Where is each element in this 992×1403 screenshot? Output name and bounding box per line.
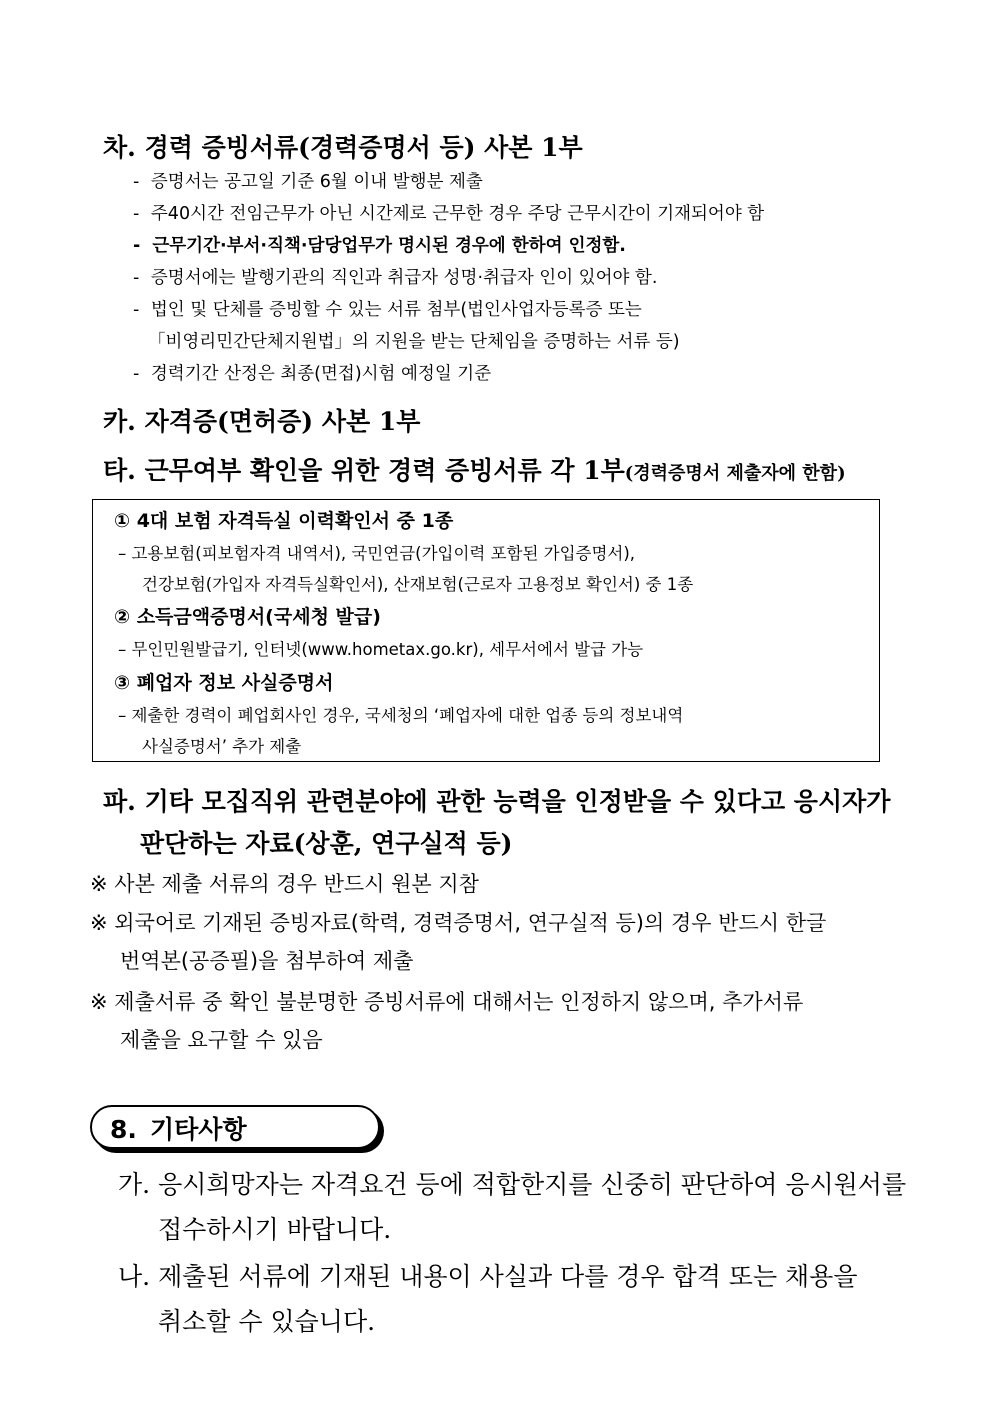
section-ta-heading: [103, 451, 846, 487]
section-8-heading: [110, 1110, 247, 1146]
etc-item-label: 가.: [118, 1170, 151, 1199]
section-pa-line2: 판단하는 자료(상훈, 연구실적 등): [140, 829, 513, 858]
etc-item-continuation: 접수하시기 바랍니다.: [158, 1215, 392, 1244]
list-item-continuation: 「비영리민간단체지원법」의 지원을 받는 단체임을 증명하는 서류 등): [148, 332, 680, 352]
box-item-title: ① 4대 보험 자격득실 이력확인서 중 1종: [114, 510, 454, 532]
section-pa-label: 파.: [103, 787, 136, 816]
note-continuation: 제출을 요구할 수 있음: [120, 1028, 323, 1052]
list-item: - 주40시간 전임근무가 아닌 시간제로 근무한 경우 주당 근무시간이 기재되어야 함: [133, 204, 765, 224]
list-item: - 경력기간 산정은 최종(면접)시험 예정일 기준: [133, 364, 492, 384]
section-ta-suffix: (경력증명서 제출자에 한함): [624, 463, 846, 484]
list-item: - 근무기간·부서·직책·담당업무가 명시된 경우에 한하여 인정함.: [133, 236, 626, 256]
etc-item: 나. 제출된 서류에 기재된 내용이 사실과 다를 경우 합격 또는 채용을: [118, 1262, 858, 1291]
box-item-line: – 고용보험(피보험자격 내역서), 국민연금(가입이력 포함된 가입증명서),: [118, 544, 636, 563]
box-item-line: – 무인민원발급기, 인터넷(www.hometax.go.kr), 세무서에서 발급 가능: [118, 640, 644, 659]
box-item-title: ③ 폐업자 정보 사실증명서: [114, 672, 334, 694]
section-ta-title: 근무여부 확인을 위한 경력 증빙서류 각 1부: [144, 456, 625, 485]
section-ka-label: 카.: [103, 407, 136, 436]
list-item: - 증명서는 공고일 기준 6월 이내 발행분 제출: [133, 172, 483, 192]
note: ※ 사본 제출 서류의 경우 반드시 원본 지참: [90, 872, 479, 896]
etc-item-label: 나.: [118, 1262, 151, 1291]
section-pa-line1: 기타 모집직위 관련분야에 관한 능력을 인정받을 수 있다고 응시자가: [144, 787, 891, 816]
section-cha-heading: [103, 128, 583, 164]
section-ta-label: 타.: [103, 456, 136, 485]
section-cha-title: 경력 증빙서류(경력증명서 등) 사본 1부: [144, 133, 583, 162]
reference-mark: ※: [90, 990, 108, 1014]
section-pa-heading: [103, 782, 890, 818]
box-item-title: ② 소득금액증명서(국세청 발급): [114, 606, 381, 628]
section-8-number: 8.: [110, 1115, 137, 1144]
box-item-line: 사실증명서’ 추가 제출: [142, 737, 302, 756]
section-ka-heading: [103, 402, 420, 438]
reference-mark: ※: [90, 872, 108, 896]
section-ka-title: 자격증(면허증) 사본 1부: [144, 407, 421, 436]
box-item-line: – 제출한 경력이 폐업회사인 경우, 국세청의 ‘폐업자에 대한 업종 등의 정보내역: [118, 706, 684, 725]
section-8-title: 기타사항: [150, 1115, 247, 1144]
note-continuation: 번역본(공증필)을 첨부하여 제출: [120, 949, 414, 973]
section-cha-label: 차.: [103, 133, 136, 162]
note: ※ 외국어로 기재된 증빙자료(학력, 경력증명서, 연구실적 등)의 경우 반드시 한글: [90, 911, 827, 935]
etc-item-continuation: 취소할 수 있습니다.: [158, 1307, 376, 1336]
box-item-line: 건강보험(가입자 자격득실확인서), 산재보험(근로자 고용정보 확인서) 중 1종: [142, 575, 694, 594]
list-item: - 증명서에는 발행기관의 직인과 취급자 성명·취급자 인이 있어야 함.: [133, 268, 658, 288]
note: ※ 제출서류 중 확인 불분명한 증빙서류에 대해서는 인정하지 않으며, 추가서류: [90, 990, 804, 1014]
list-item: - 법인 및 단체를 증빙할 수 있는 서류 첨부(법인사업자등록증 또는: [133, 300, 642, 320]
reference-mark: ※: [90, 911, 108, 935]
etc-item: 가. 응시희망자는 자격요건 등에 적합한지를 신중히 판단하여 응시원서를: [118, 1170, 907, 1199]
